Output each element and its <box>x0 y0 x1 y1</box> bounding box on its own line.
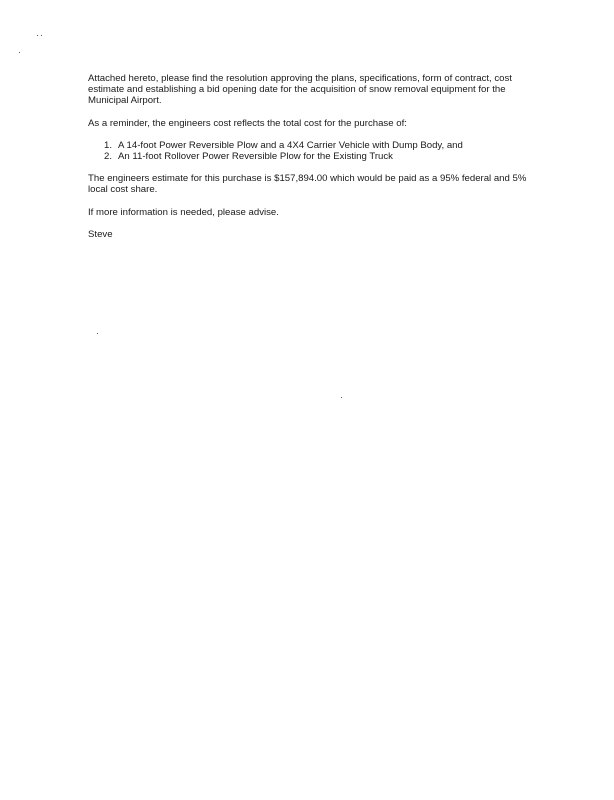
list-item <box>88 151 528 162</box>
signature: Steve <box>88 228 113 240</box>
reminder-paragraph: As a reminder, the engineers cost reflects the total cost for the purchase of: <box>88 117 407 129</box>
scan-speck <box>97 333 98 334</box>
list-item-text: A 14-foot Power Reversible Plow and a 4X4 Carrier Vehicle with Dump Body, and <box>118 139 463 151</box>
letter-body <box>88 73 528 240</box>
estimate-paragraph: The engineers estimate for this purchase is $157,894.00 which would be paid as a 95% federal and 5% local cost share. <box>88 173 527 196</box>
equipment-list <box>88 140 528 162</box>
scan-speck <box>41 35 42 36</box>
scan-speck <box>19 52 20 53</box>
list-item <box>88 140 528 151</box>
closing-paragraph: If more information is needed, please advise. <box>88 206 279 218</box>
list-item-text: An 11-foot Rollover Power Reversible Plow for the Existing Truck <box>118 151 393 163</box>
scan-speck <box>37 35 38 36</box>
scan-speck <box>341 397 342 398</box>
intro-paragraph: Attached hereto, please find the resolution approving the plans, specifications, form of contract, cost estimate and establishing a bid opening date for the acquisition of snow removal equipment for the Municipal Airport. <box>88 73 512 107</box>
list-item-number: 1. <box>104 139 113 151</box>
list-item-number: 2. <box>104 151 113 163</box>
